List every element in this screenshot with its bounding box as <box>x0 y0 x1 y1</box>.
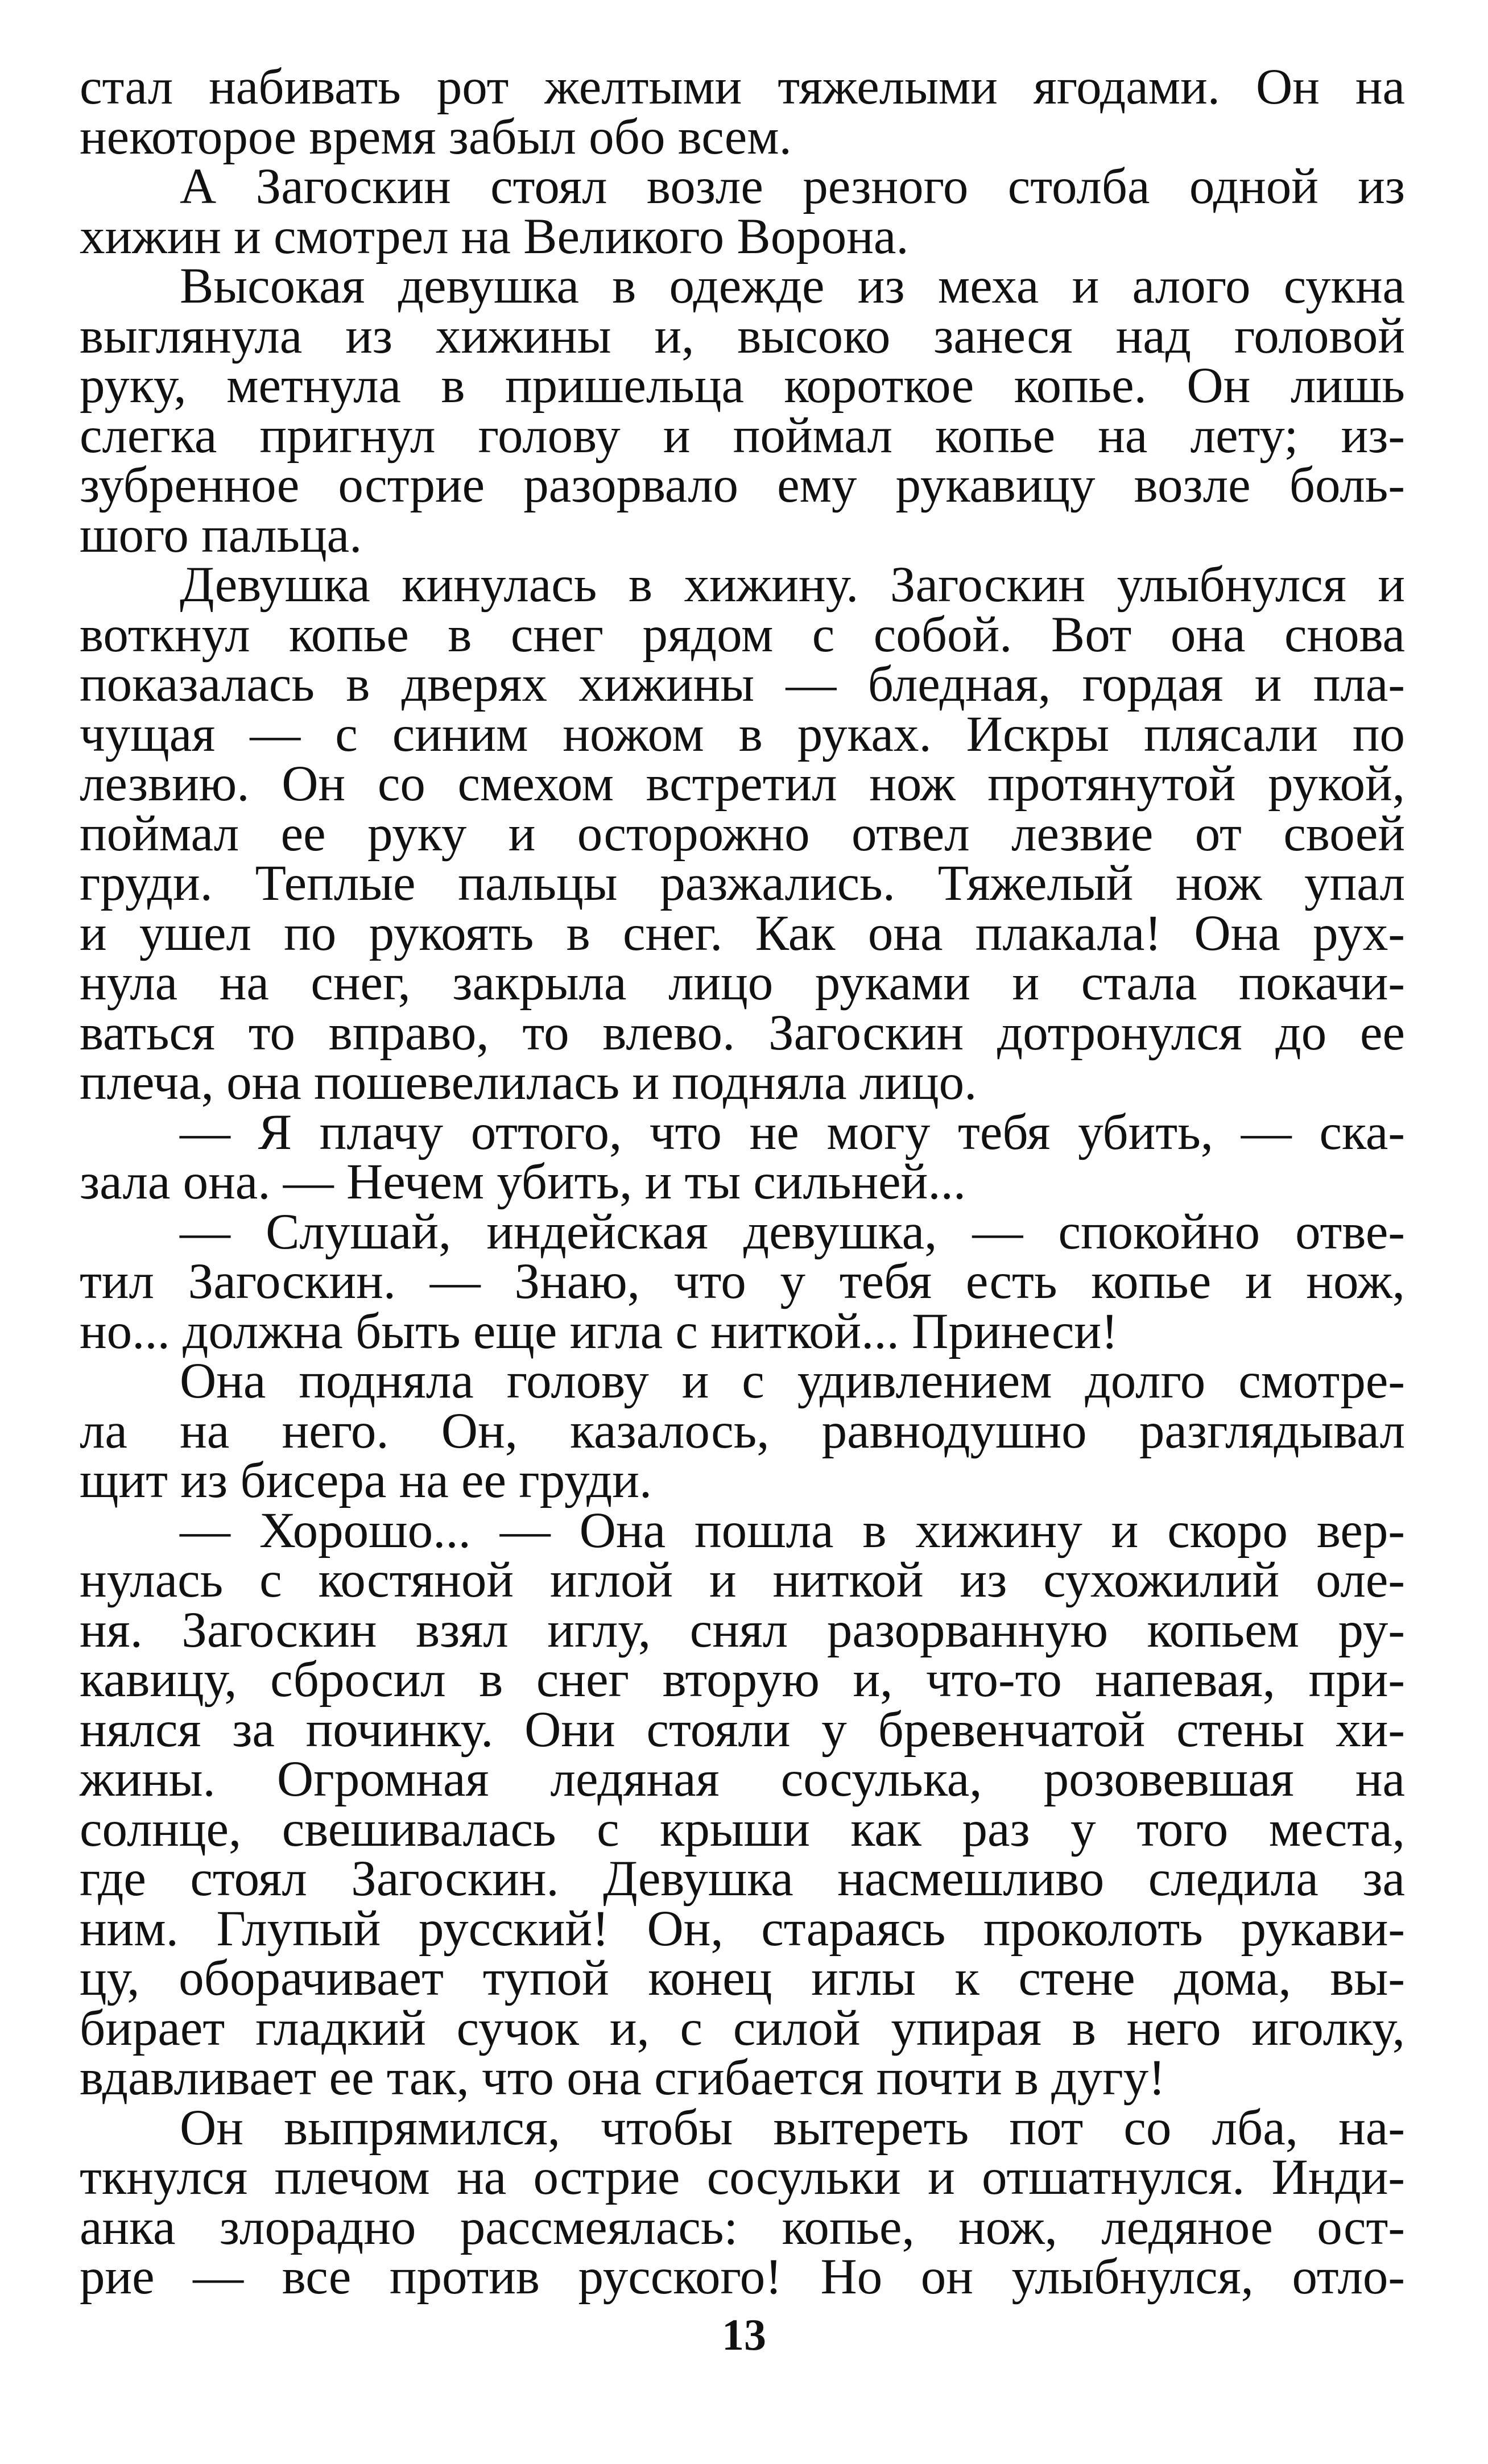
text-line: А Загоскин стоял возле резного столба одной из <box>180 159 1405 214</box>
text-line: ним. Глупый русский! Он, стараясь проколоть рукави- <box>80 1900 1405 1957</box>
text-line: ваться то вправо, то влево. Загоскин дотронулся до ее <box>80 1004 1405 1061</box>
text-line: воткнул копье в снег рядом с собой. Вот она снова <box>80 606 1405 663</box>
text-line: где стоял Загоскин. Девушка насмешливо следила за <box>80 1851 1405 1907</box>
text-line: и ушел по рукоять в снег. Как она плакала! Она рух- <box>80 905 1405 961</box>
paragraph <box>80 1204 1405 1359</box>
text-line: кавицу, сбросил в снег вторую и, что-то напевая, при- <box>80 1652 1405 1708</box>
text-line: зала она. — Нечем убить, и ты сильней... <box>80 1154 966 1210</box>
text-line: Она подняла голову и с удивлением долго смотре- <box>180 1353 1405 1409</box>
text-line: бирает гладкий сучок и, с силой упирая в него иголку, <box>80 2000 1405 2056</box>
text-line: но... должна быть еще игла с ниткой... Принеси! <box>80 1303 1118 1359</box>
text-line: жины. Огромная ледяная сосулька, розовевшая на <box>80 1751 1405 1807</box>
text-line: показалась в дверях хижины — бледная, гордая и пла- <box>80 656 1405 712</box>
text-line: нула на снег, закрыла лицо руками и стала покачи- <box>80 955 1405 1011</box>
text-line: анка злорадно рассмеялась: копье, нож, ледяное ост- <box>80 2199 1405 2255</box>
paragraph <box>80 1353 1405 1508</box>
page-number: 13 <box>722 2310 766 2359</box>
text-line: некоторое время забыл обо всем. <box>80 109 792 165</box>
text-line: стал набивать рот желтыми тяжелыми ягодами. Он на <box>80 59 1405 115</box>
text-line: ня. Загоскин взял иглу, снял разорванную копьем ру- <box>80 1602 1405 1658</box>
text-line: — Хорошо... — Она пошла в хижину и скоро вер- <box>180 1502 1405 1558</box>
text-line: нулась с костяной иглой и ниткой из сухожилий оле- <box>80 1552 1405 1608</box>
text-line: выглянула из хижины и, высоко занеся над головой <box>80 308 1405 364</box>
text-line: хижин и смотрел на Великого Ворона. <box>80 208 909 264</box>
text-line: — Слушай, индейская девушка, — спокойно отве- <box>180 1204 1405 1260</box>
paragraph <box>80 2099 1405 2305</box>
text-line: Девушка кинулась в хижину. Загоскин улыбнулся и <box>180 557 1405 613</box>
text-line: зубренное острие разорвало ему рукавицу возле боль- <box>80 457 1405 513</box>
paragraph <box>80 557 1405 1110</box>
paragraph <box>80 1104 1405 1210</box>
text-line: Высокая девушка в одежде из меха и алого сукна <box>180 258 1405 314</box>
text-line: поймал ее руку и осторожно отвел лезвие от своей <box>80 805 1405 862</box>
text-line: нялся за починку. Они стояли у бревенчатой стены хи- <box>80 1701 1405 1758</box>
text-line: слегка пригнул голову и поймал копье на лету; из- <box>80 407 1405 464</box>
paragraph <box>80 258 1405 563</box>
page-body <box>80 59 1405 2305</box>
paragraph <box>80 59 1405 165</box>
text-line: плеча, она пошевелилась и подняла лицо. <box>80 1055 977 1110</box>
paragraph <box>80 159 1405 264</box>
text-line: солнце, свешивалась с крыши как раз у того места, <box>80 1801 1405 1857</box>
text-line: шого пальца. <box>80 507 362 563</box>
paragraph <box>80 1502 1405 2106</box>
text-line: Он выпрямился, чтобы вытереть пот со лба, на- <box>180 2099 1405 2156</box>
text-line: тил Загоскин. — Знаю, что у тебя есть копье и нож, <box>80 1254 1405 1309</box>
text-line: цу, оборачивает тупой конец иглы к стене дома, вы- <box>80 1950 1405 2006</box>
text-line: руку, метнула в пришельца короткое копье. Он лишь <box>80 358 1405 414</box>
text-line: груди. Теплые пальцы разжались. Тяжелый нож упал <box>80 855 1405 911</box>
text-line: рие — все против русского! Но он улыбнулся, отло- <box>80 2249 1405 2305</box>
text-line: ла на него. Он, казалось, равнодушно разглядывал <box>80 1403 1405 1459</box>
text-line: чущая — с синим ножом в руках. Искры плясали по <box>80 706 1405 762</box>
text-line: вдавливает ее так, что она сгибается почти в дугу! <box>80 2050 1165 2106</box>
text-line: щит из бисера на ее груди. <box>80 1453 652 1508</box>
text-line: ткнулся плечом на острие сосульки и отшатнулся. Инди- <box>80 2149 1405 2205</box>
text-line: — Я плачу оттого, что не могу тебя убить, — ска- <box>180 1104 1405 1160</box>
text-line: лезвию. Он со смехом встретил нож протянутой рукой, <box>80 756 1405 812</box>
